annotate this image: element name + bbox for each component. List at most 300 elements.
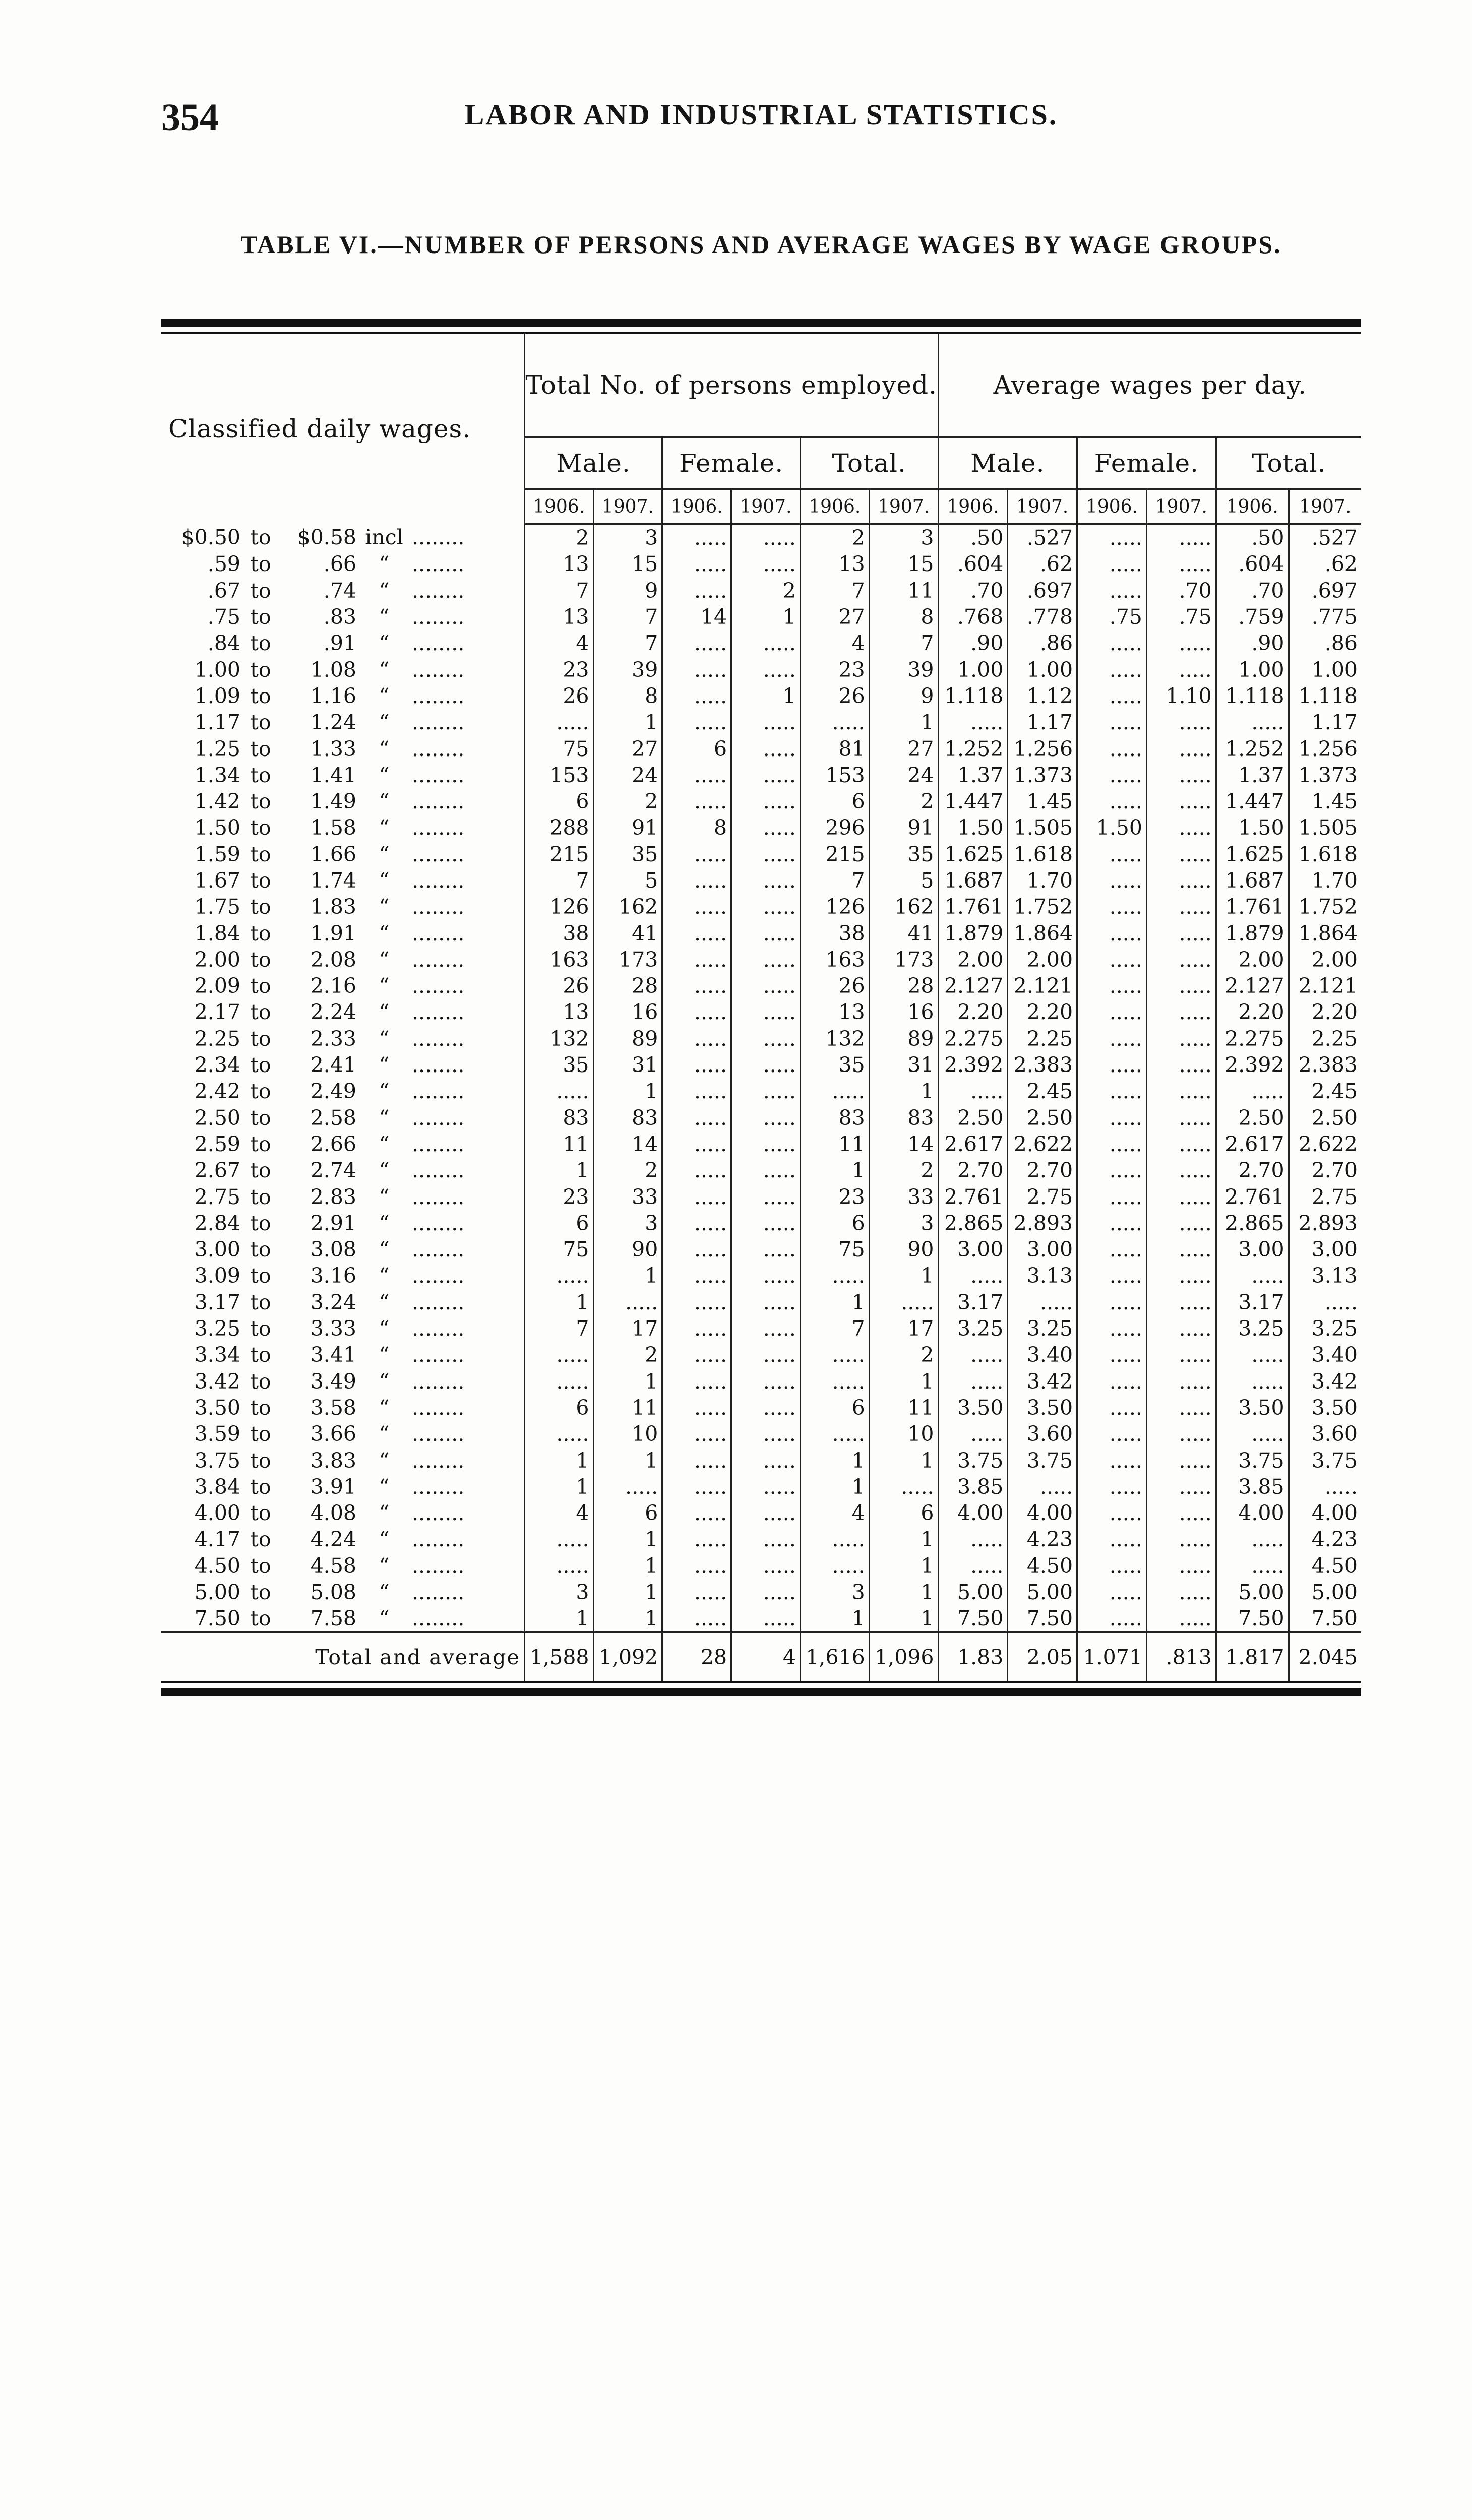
range-high: 2.66 bbox=[310, 1131, 356, 1156]
table-cell: ..... bbox=[1146, 1342, 1216, 1368]
table-cell: ..... bbox=[731, 1078, 801, 1104]
range-unit: “ bbox=[379, 1026, 390, 1051]
table-cell: ..... bbox=[1146, 1553, 1216, 1579]
range-low: 3.59 bbox=[194, 1422, 240, 1446]
total-cell: 1.817 bbox=[1216, 1632, 1289, 1682]
range-high: .91 bbox=[323, 631, 356, 656]
range-low: 2.59 bbox=[194, 1131, 240, 1156]
table-cell: 7 bbox=[593, 604, 662, 630]
table-cell: 41 bbox=[869, 920, 938, 946]
table-cell: 3.75 bbox=[1216, 1447, 1289, 1473]
table-cell: 296 bbox=[800, 814, 869, 841]
range-unit: “ bbox=[379, 1369, 390, 1394]
table-cell: ..... bbox=[1077, 1553, 1147, 1579]
table-cell: ..... bbox=[800, 1078, 869, 1104]
table-cell: ..... bbox=[662, 947, 731, 973]
range-low: $0.50 bbox=[181, 525, 240, 550]
table-cell: 8 bbox=[662, 814, 731, 841]
range-leader: ........ bbox=[412, 1395, 465, 1420]
table-cell: 2.00 bbox=[1216, 947, 1289, 973]
table-cell: ..... bbox=[731, 1553, 801, 1579]
table-cell: ..... bbox=[1146, 1157, 1216, 1183]
range-leader: ........ bbox=[412, 1606, 465, 1631]
range-unit: “ bbox=[379, 1527, 390, 1552]
table-cell: ..... bbox=[1146, 1579, 1216, 1605]
table-cell: ..... bbox=[1077, 524, 1147, 551]
table-cell: 13 bbox=[524, 604, 593, 630]
table-cell: 1 bbox=[869, 1263, 938, 1289]
range-unit: “ bbox=[379, 631, 390, 656]
table-cell: ..... bbox=[1146, 1605, 1216, 1632]
table-cell: 1.252 bbox=[938, 735, 1008, 762]
range-unit: “ bbox=[379, 736, 390, 761]
table-cell: 1 bbox=[800, 1447, 869, 1473]
wage-class-label bbox=[161, 1447, 524, 1473]
table-row bbox=[161, 1526, 1361, 1552]
table-cell: 4 bbox=[800, 630, 869, 656]
table-cell: ..... bbox=[1146, 973, 1216, 999]
wage-class-label bbox=[161, 604, 524, 630]
range-unit: “ bbox=[379, 947, 390, 972]
range-unit: “ bbox=[379, 1264, 390, 1288]
table-cell: ..... bbox=[731, 788, 801, 814]
range-leader: ........ bbox=[412, 1369, 465, 1394]
table-cell: 163 bbox=[800, 947, 869, 973]
range-leader: ........ bbox=[412, 842, 465, 866]
table-cell: 7.50 bbox=[1289, 1605, 1361, 1632]
table-cell: 23 bbox=[524, 1183, 593, 1210]
wage-class-label bbox=[161, 920, 524, 946]
table-cell: ..... bbox=[938, 1421, 1008, 1447]
bottom-rule-thin bbox=[161, 1681, 1361, 1683]
range-unit: “ bbox=[379, 763, 390, 787]
table-cell: 11 bbox=[800, 1131, 869, 1157]
table-cell: ..... bbox=[1077, 1315, 1147, 1342]
table-cell: ..... bbox=[1216, 1526, 1289, 1552]
table-cell: ..... bbox=[731, 973, 801, 999]
range-high: 2.91 bbox=[310, 1211, 356, 1235]
table-cell: 1 bbox=[869, 1368, 938, 1395]
range-to: to bbox=[250, 921, 271, 946]
table-cell: ..... bbox=[1077, 1342, 1147, 1368]
table-cell: ..... bbox=[662, 1395, 731, 1421]
total-cell: 2.05 bbox=[1008, 1632, 1077, 1682]
range-low: 1.50 bbox=[194, 815, 240, 840]
table-cell: 2.761 bbox=[1216, 1183, 1289, 1210]
table-cell: 11 bbox=[524, 1131, 593, 1157]
table-cell: ..... bbox=[662, 1447, 731, 1473]
table-cell: 1.70 bbox=[1289, 867, 1361, 894]
table-cell: 5.00 bbox=[1216, 1579, 1289, 1605]
table-cell: 2.865 bbox=[1216, 1210, 1289, 1236]
year-header: 1906. bbox=[662, 489, 731, 524]
table-cell: 2.50 bbox=[1216, 1105, 1289, 1131]
total-cell: 1,092 bbox=[593, 1632, 662, 1682]
range-to: to bbox=[250, 895, 271, 919]
table-cell: 1.45 bbox=[1289, 788, 1361, 814]
table-cell: 3.75 bbox=[938, 1447, 1008, 1473]
table-cell: ..... bbox=[731, 735, 801, 762]
table-cell: ..... bbox=[1216, 1078, 1289, 1104]
range-high: 2.08 bbox=[310, 947, 356, 972]
table-cell: ..... bbox=[1216, 1421, 1289, 1447]
table-cell: 27 bbox=[800, 604, 869, 630]
table-row bbox=[161, 1263, 1361, 1289]
table-cell: 153 bbox=[800, 762, 869, 788]
table-cell: 2.865 bbox=[938, 1210, 1008, 1236]
range-to: to bbox=[250, 815, 271, 840]
table-cell: 1 bbox=[593, 1263, 662, 1289]
table-cell: 91 bbox=[869, 814, 938, 841]
table-cell: 3.13 bbox=[1008, 1263, 1077, 1289]
range-high: 3.66 bbox=[310, 1422, 356, 1446]
table-cell: 6 bbox=[800, 1210, 869, 1236]
table-cell: ..... bbox=[662, 709, 731, 735]
table-cell: 2 bbox=[593, 1342, 662, 1368]
table-cell: ..... bbox=[662, 1236, 731, 1263]
total-row bbox=[161, 1632, 1361, 1682]
range-to: to bbox=[250, 1079, 271, 1104]
group-header-persons: Total No. of persons employed. bbox=[524, 334, 938, 437]
table-cell: 3 bbox=[593, 524, 662, 551]
wage-class-label bbox=[161, 735, 524, 762]
table-row bbox=[161, 604, 1361, 630]
range-to: to bbox=[250, 1606, 271, 1631]
range-high: 1.33 bbox=[310, 736, 356, 761]
range-high: 1.41 bbox=[310, 763, 356, 787]
table-row bbox=[161, 524, 1361, 551]
table-cell: .90 bbox=[938, 630, 1008, 656]
year-header: 1907. bbox=[869, 489, 938, 524]
table-cell: 2.20 bbox=[1216, 999, 1289, 1025]
table-row bbox=[161, 1210, 1361, 1236]
table-row bbox=[161, 947, 1361, 973]
table-cell: ..... bbox=[593, 1289, 662, 1315]
range-unit: “ bbox=[379, 605, 390, 629]
range-unit: “ bbox=[379, 789, 390, 814]
range-leader: ........ bbox=[412, 710, 465, 735]
table-cell: 7 bbox=[524, 578, 593, 604]
table-cell: 6 bbox=[524, 1210, 593, 1236]
table-cell: ..... bbox=[1008, 1474, 1077, 1500]
range-leader: ........ bbox=[412, 1131, 465, 1156]
page-number: 354 bbox=[161, 96, 219, 139]
table-cell: ..... bbox=[731, 630, 801, 656]
table-cell: ..... bbox=[1077, 894, 1147, 920]
table-cell: ..... bbox=[662, 1421, 731, 1447]
range-leader: ........ bbox=[412, 631, 465, 656]
table-cell: 11 bbox=[869, 578, 938, 604]
table-cell: 4.50 bbox=[1008, 1553, 1077, 1579]
table-cell: 3 bbox=[800, 1579, 869, 1605]
table-cell: 1.118 bbox=[1289, 683, 1361, 709]
range-low: 1.17 bbox=[194, 710, 240, 735]
table-cell: ..... bbox=[662, 683, 731, 709]
table-row bbox=[161, 1236, 1361, 1263]
table-cell: ..... bbox=[1077, 578, 1147, 604]
table-cell: 81 bbox=[800, 735, 869, 762]
table-cell: 4 bbox=[800, 1500, 869, 1526]
table-cell: 153 bbox=[524, 762, 593, 788]
table-cell: 1.687 bbox=[1216, 867, 1289, 894]
table-row bbox=[161, 683, 1361, 709]
range-leader: ........ bbox=[412, 1290, 465, 1314]
range-low: 3.50 bbox=[194, 1395, 240, 1420]
range-to: to bbox=[250, 1474, 271, 1499]
table-cell: 1 bbox=[524, 1157, 593, 1183]
table-cell: 3.40 bbox=[1008, 1342, 1077, 1368]
table-cell: 2 bbox=[800, 524, 869, 551]
table-cell: 3.00 bbox=[938, 1236, 1008, 1263]
table-cell: ..... bbox=[731, 1026, 801, 1052]
range-high: 2.41 bbox=[310, 1053, 356, 1078]
table-row bbox=[161, 551, 1361, 577]
table-cell: 1 bbox=[800, 1289, 869, 1315]
table-cell: 1 bbox=[593, 1368, 662, 1395]
range-leader: ........ bbox=[412, 974, 465, 998]
wage-class-label bbox=[161, 1342, 524, 1368]
table-cell: ..... bbox=[938, 1342, 1008, 1368]
table-cell: 14 bbox=[593, 1131, 662, 1157]
table-cell: 2.70 bbox=[1216, 1157, 1289, 1183]
table-cell: ..... bbox=[1146, 1474, 1216, 1500]
wage-class-label bbox=[161, 1421, 524, 1447]
table-cell: ..... bbox=[731, 1605, 801, 1632]
table-cell: 10 bbox=[869, 1421, 938, 1447]
total-cell: 1,616 bbox=[800, 1632, 869, 1682]
table-cell: 4.00 bbox=[1008, 1500, 1077, 1526]
table-cell: ..... bbox=[1077, 841, 1147, 867]
table-cell: 14 bbox=[662, 604, 731, 630]
table-cell: ..... bbox=[1146, 1500, 1216, 1526]
range-high: 2.49 bbox=[310, 1079, 356, 1104]
range-low: 1.67 bbox=[194, 868, 240, 893]
range-unit: “ bbox=[379, 683, 390, 708]
table-cell: .527 bbox=[1289, 524, 1361, 551]
table-cell: ..... bbox=[731, 1052, 801, 1078]
table-cell: 1.879 bbox=[1216, 920, 1289, 946]
table-cell: ..... bbox=[731, 1500, 801, 1526]
table-cell: ..... bbox=[662, 762, 731, 788]
table-cell: 2.50 bbox=[1008, 1105, 1077, 1131]
wage-class-label bbox=[161, 551, 524, 577]
table-cell: 2.50 bbox=[938, 1105, 1008, 1131]
table-cell: 2.127 bbox=[938, 973, 1008, 999]
table-cell: 1 bbox=[869, 1579, 938, 1605]
range-to: to bbox=[250, 1448, 271, 1473]
table-cell: 3.75 bbox=[1289, 1447, 1361, 1473]
table-row bbox=[161, 1289, 1361, 1315]
range-unit: “ bbox=[379, 1422, 390, 1446]
table-cell: 2 bbox=[869, 1157, 938, 1183]
range-unit: “ bbox=[379, 895, 390, 919]
table-row bbox=[161, 1105, 1361, 1131]
range-to: to bbox=[250, 789, 271, 814]
table-cell: ..... bbox=[1008, 1289, 1077, 1315]
range-high: 3.58 bbox=[310, 1395, 356, 1420]
table-cell: ..... bbox=[662, 1579, 731, 1605]
range-high: 2.58 bbox=[310, 1105, 356, 1130]
range-unit: “ bbox=[379, 1131, 390, 1156]
range-to: to bbox=[250, 763, 271, 787]
range-high: 1.91 bbox=[310, 921, 356, 946]
table-cell: ..... bbox=[1146, 1026, 1216, 1052]
table-row bbox=[161, 1183, 1361, 1210]
table-cell: ..... bbox=[662, 788, 731, 814]
range-to: to bbox=[250, 657, 271, 682]
table-row bbox=[161, 814, 1361, 841]
table-row bbox=[161, 1315, 1361, 1342]
table-cell: .62 bbox=[1008, 551, 1077, 577]
range-unit: “ bbox=[379, 710, 390, 735]
table-cell: .62 bbox=[1289, 551, 1361, 577]
table-cell: ..... bbox=[938, 1553, 1008, 1579]
table-cell: 2.20 bbox=[938, 999, 1008, 1025]
range-leader: ........ bbox=[412, 1343, 465, 1367]
table-cell: ..... bbox=[1146, 947, 1216, 973]
table-cell: ..... bbox=[869, 1474, 938, 1500]
table-cell: ..... bbox=[1077, 1368, 1147, 1395]
table-cell: ..... bbox=[1216, 1263, 1289, 1289]
table-cell: 173 bbox=[593, 947, 662, 973]
range-high: 2.33 bbox=[310, 1026, 356, 1051]
range-leader: ........ bbox=[412, 1448, 465, 1473]
table-cell: 2.617 bbox=[938, 1131, 1008, 1157]
table-cell: ..... bbox=[1146, 1395, 1216, 1421]
wage-class-label bbox=[161, 1289, 524, 1315]
table-cell: ..... bbox=[1146, 524, 1216, 551]
table-cell: 5 bbox=[593, 867, 662, 894]
table-cell: 2.893 bbox=[1008, 1210, 1077, 1236]
table-cell: 2.392 bbox=[1216, 1052, 1289, 1078]
table-cell: 1 bbox=[524, 1474, 593, 1500]
wage-class-label bbox=[161, 867, 524, 894]
range-low: 3.25 bbox=[194, 1316, 240, 1341]
table-cell: 2.893 bbox=[1289, 1210, 1361, 1236]
table-cell: 6 bbox=[800, 788, 869, 814]
table-cell: 1 bbox=[869, 1447, 938, 1473]
table-cell: 1 bbox=[593, 1579, 662, 1605]
total-cell: 1,096 bbox=[869, 1632, 938, 1682]
table-cell: 1 bbox=[524, 1447, 593, 1473]
range-to: to bbox=[250, 1343, 271, 1367]
range-high: $0.58 bbox=[297, 525, 356, 550]
table-cell: ..... bbox=[731, 1579, 801, 1605]
wage-class-label bbox=[161, 1526, 524, 1552]
table-cell: ..... bbox=[938, 1263, 1008, 1289]
table-cell: 8 bbox=[869, 604, 938, 630]
table-cell: 1.864 bbox=[1008, 920, 1077, 946]
table-cell: 15 bbox=[869, 551, 938, 577]
table-cell: 3.85 bbox=[1216, 1474, 1289, 1500]
table-cell: 14 bbox=[869, 1131, 938, 1157]
table-row bbox=[161, 867, 1361, 894]
table-cell: ..... bbox=[662, 1474, 731, 1500]
table-cell: .604 bbox=[1216, 551, 1289, 577]
range-leader: ........ bbox=[412, 1026, 465, 1051]
table-cell: 5 bbox=[869, 867, 938, 894]
table-cell: 3.00 bbox=[1008, 1236, 1077, 1263]
table-cell: ..... bbox=[1216, 1342, 1289, 1368]
table-cell: ..... bbox=[1146, 1131, 1216, 1157]
table-row bbox=[161, 1078, 1361, 1104]
range-leader: ........ bbox=[412, 815, 465, 840]
table-cell: ..... bbox=[1077, 867, 1147, 894]
table-cell: 35 bbox=[800, 1052, 869, 1078]
range-unit: “ bbox=[379, 578, 390, 603]
range-to: to bbox=[250, 683, 271, 708]
table-cell: 11 bbox=[593, 1395, 662, 1421]
table-cell: 7 bbox=[800, 867, 869, 894]
table-row bbox=[161, 1342, 1361, 1368]
table-cell: 2.75 bbox=[1008, 1183, 1077, 1210]
range-low: 3.42 bbox=[194, 1369, 240, 1394]
table-cell: 2.275 bbox=[938, 1026, 1008, 1052]
table-cell: 4.23 bbox=[1289, 1526, 1361, 1552]
table-cell: 1 bbox=[524, 1289, 593, 1315]
range-low: 4.00 bbox=[194, 1501, 240, 1526]
table-cell: 23 bbox=[800, 1183, 869, 1210]
table-cell: 3.25 bbox=[1216, 1315, 1289, 1342]
table-row bbox=[161, 578, 1361, 604]
table-cell: ..... bbox=[731, 1315, 801, 1342]
table-cell: 288 bbox=[524, 814, 593, 841]
wage-class-label bbox=[161, 683, 524, 709]
wage-class-label bbox=[161, 999, 524, 1025]
range-low: 2.00 bbox=[194, 947, 240, 972]
table-cell: 2.70 bbox=[1008, 1157, 1077, 1183]
range-high: 3.41 bbox=[310, 1343, 356, 1367]
table-cell: 1.625 bbox=[1216, 841, 1289, 867]
table-cell: 5.00 bbox=[1289, 1579, 1361, 1605]
table-cell: 6 bbox=[524, 1395, 593, 1421]
range-unit: “ bbox=[379, 1501, 390, 1526]
range-unit: “ bbox=[379, 1184, 390, 1209]
table-cell: 2 bbox=[593, 1157, 662, 1183]
range-low: 2.84 bbox=[194, 1211, 240, 1235]
range-high: 3.33 bbox=[310, 1316, 356, 1341]
total-cell: 1.83 bbox=[938, 1632, 1008, 1682]
range-leader: ........ bbox=[412, 1553, 465, 1578]
table-cell: ..... bbox=[731, 551, 801, 577]
table-cell: ..... bbox=[1146, 1105, 1216, 1131]
range-high: 1.16 bbox=[310, 683, 356, 708]
table-cell: 1 bbox=[593, 1447, 662, 1473]
table-cell: ..... bbox=[662, 1078, 731, 1104]
table-cell: ..... bbox=[662, 1131, 731, 1157]
year-header: 1906. bbox=[1077, 489, 1147, 524]
table-cell: 6 bbox=[524, 788, 593, 814]
table-cell: 3.42 bbox=[1008, 1368, 1077, 1395]
range-leader: ........ bbox=[412, 1184, 465, 1209]
table-row bbox=[161, 999, 1361, 1025]
table-cell: 16 bbox=[869, 999, 938, 1025]
range-high: 3.49 bbox=[310, 1369, 356, 1394]
range-low: .84 bbox=[207, 631, 240, 656]
table-cell: 1.879 bbox=[938, 920, 1008, 946]
table-cell: ..... bbox=[938, 1526, 1008, 1552]
table-cell: .50 bbox=[938, 524, 1008, 551]
range-unit: incl bbox=[365, 525, 403, 550]
range-unit: “ bbox=[379, 1290, 390, 1314]
range-leader: ........ bbox=[412, 605, 465, 629]
range-low: 3.09 bbox=[194, 1264, 240, 1288]
range-unit: “ bbox=[379, 1474, 390, 1499]
range-high: 1.74 bbox=[310, 868, 356, 893]
table-row bbox=[161, 894, 1361, 920]
table-cell: 3.75 bbox=[1008, 1447, 1077, 1473]
table-cell: 1.761 bbox=[1216, 894, 1289, 920]
